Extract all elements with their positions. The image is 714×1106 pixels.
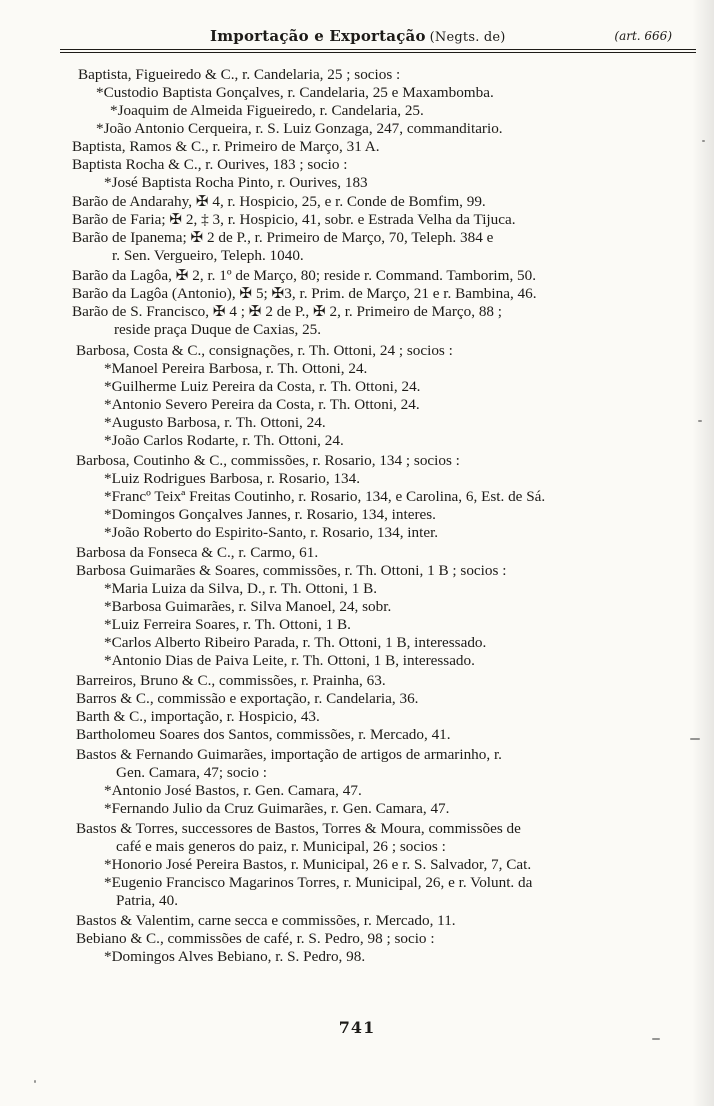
entry-line: Barros & C., commissão e exportação, r. Candelaria, 36. (76, 690, 419, 707)
entry-line: café e mais generos do paiz, r. Municipal, 26 ; socios : (116, 838, 446, 855)
entry-line: reside praça Duque de Caxias, 25. (114, 321, 322, 338)
entry-line: *Augusto Barbosa, r. Th. Ottoni, 24. (104, 414, 326, 431)
entry-line: Barão de Ipanema; ✠ 2 de P., r. Primeiro de Março, 70, Teleph. 384 e (72, 229, 494, 246)
entry-line: *Domingos Alves Bebiano, r. S. Pedro, 98. (104, 948, 366, 965)
entry-line: *Honorio José Pereira Bastos, r. Municipal, 26 e r. S. Salvador, 7, Cat. (104, 856, 532, 873)
entry-line: Baptista Rocha & C., r. Ourives, 183 ; socio : (72, 156, 348, 173)
entry-line: Patria, 40. (116, 892, 179, 909)
entry-line: *Domingos Gonçalves Jannes, r. Rosario, 134, interes. (104, 506, 436, 523)
entry-line: Baptista, Figueiredo & C., r. Candelaria, 25 ; socios : (78, 66, 401, 83)
entry-line: *Luiz Rodrigues Barbosa, r. Rosario, 134. (104, 470, 361, 487)
entry-line: Bastos & Valentim, carne secca e commissões, r. Mercado, 11. (76, 912, 456, 929)
article-reference: (art. 666) (614, 29, 672, 43)
entry-line: *Maria Luiza da Silva, D., r. Th. Ottoni, 1 B. (104, 580, 378, 597)
ink-speck (698, 420, 702, 422)
entry-line: Gen. Camara, 47; socio : (116, 764, 267, 781)
entry-line: *Antonio Severo Pereira da Costa, r. Th. Ottoni, 24. (104, 396, 420, 413)
entry-line: *Joaquim de Almeida Figueiredo, r. Candelaria, 25. (110, 102, 424, 119)
running-header (60, 24, 696, 46)
entry-line: Barreiros, Bruno & C., commissões, r. Prainha, 63. (76, 672, 386, 689)
page-subtitle: (Negts. de) (429, 30, 506, 45)
entry-line: *Custodio Baptista Gonçalves, r. Candelaria, 25 e Maxambomba. (96, 84, 494, 101)
entry-line: *João Roberto do Espirito-Santo, r. Rosario, 134, inter. (104, 524, 439, 541)
entry-line: Barão de Andarahy, ✠ 4, r. Hospicio, 25, e r. Conde de Bomfim, 99. (72, 193, 486, 210)
entry-line: *Guilherme Luiz Pereira da Costa, r. Th. Ottoni, 24. (104, 378, 421, 395)
entry-line: *Barbosa Guimarães, r. Silva Manoel, 24, sobr. (104, 598, 392, 615)
page-number: 741 (338, 1018, 376, 1037)
page-edge-shadow (692, 0, 714, 1106)
entry-line: Barth & C., importação, r. Hospicio, 43. (76, 708, 320, 725)
entry-line: *Fernando Julio da Cruz Guimarães, r. Gen. Camara, 47. (104, 800, 450, 817)
header-rule (60, 49, 696, 50)
entry-line: *Francº Teixª Freitas Coutinho, r. Rosario, 134, e Carolina, 6, Est. de Sá. (104, 488, 546, 505)
entry-line: *João Antonio Cerqueira, r. S. Luiz Gonzaga, 247, commanditario. (96, 120, 503, 137)
entry-line: Barbosa Guimarães & Soares, commissões, r. Th. Ottoni, 1 B ; socios : (76, 562, 507, 579)
entry-line: Barão de S. Francisco, ✠ 4 ; ✠ 2 de P., ✠ 2, r. Primeiro de Março, 88 ; (72, 303, 503, 320)
entry-line: *Antonio Dias de Paiva Leite, r. Th. Ottoni, 1 B, interessado. (104, 652, 475, 669)
page-title: Importação e Exportação (Negts. de) (210, 27, 506, 45)
entry-line: *Carlos Alberto Ribeiro Parada, r. Th. Ottoni, 1 B, interessado. (104, 634, 487, 651)
header-rule-thin (60, 52, 696, 53)
entry-line: *José Baptista Rocha Pinto, r. Ourives, 183 (104, 174, 368, 191)
ink-speck (34, 1080, 36, 1083)
entry-line: Bartholomeu Soares dos Santos, commissões, r. Mercado, 41. (76, 726, 451, 743)
entry-line: Barão da Lagôa (Antonio), ✠ 5; ✠3, r. Prim. de Março, 21 e r. Bambina, 46. (72, 285, 537, 302)
ink-speck (690, 738, 700, 740)
entry-line: Barão da Lagôa, ✠ 2, r. 1º de Março, 80; reside r. Command. Tamborim, 50. (72, 267, 537, 284)
ink-speck (652, 1038, 660, 1040)
entry-line: *João Carlos Rodarte, r. Th. Ottoni, 24. (104, 432, 344, 449)
entry-line: Barbosa, Coutinho & C., commissões, r. Rosario, 134 ; socios : (76, 452, 460, 469)
entry-line: *Luiz Ferreira Soares, r. Th. Ottoni, 1 B. (104, 616, 351, 633)
entry-line: *Manoel Pereira Barbosa, r. Th. Ottoni, 24. (104, 360, 368, 377)
entry-line: Bebiano & C., commissões de café, r. S. Pedro, 98 ; socio : (76, 930, 435, 947)
entry-line: Barbosa da Fonseca & C., r. Carmo, 61. (76, 544, 319, 561)
entry-line: r. Sen. Vergueiro, Teleph. 1040. (112, 247, 304, 264)
entry-line: Barão de Faria; ✠ 2, ‡ 3, r. Hospicio, 41, sobr. e Estrada Velha da Tijuca. (72, 211, 516, 228)
entry-line: Bastos & Fernando Guimarães, importação de artigos de armarinho, r. (76, 746, 502, 763)
entry-line: *Eugenio Francisco Magarinos Torres, r. Municipal, 26, e r. Volunt. da (104, 874, 533, 891)
entry-line: Bastos & Torres, successores de Bastos, Torres & Moura, commissões de (76, 820, 521, 837)
ink-speck (702, 140, 705, 142)
entry-line: Barbosa, Costa & C., consignações, r. Th. Ottoni, 24 ; socios : (76, 342, 453, 359)
entry-line: Baptista, Ramos & C., r. Primeiro de Março, 31 A. (72, 138, 380, 155)
entry-line: *Antonio José Bastos, r. Gen. Camara, 47. (104, 782, 362, 799)
